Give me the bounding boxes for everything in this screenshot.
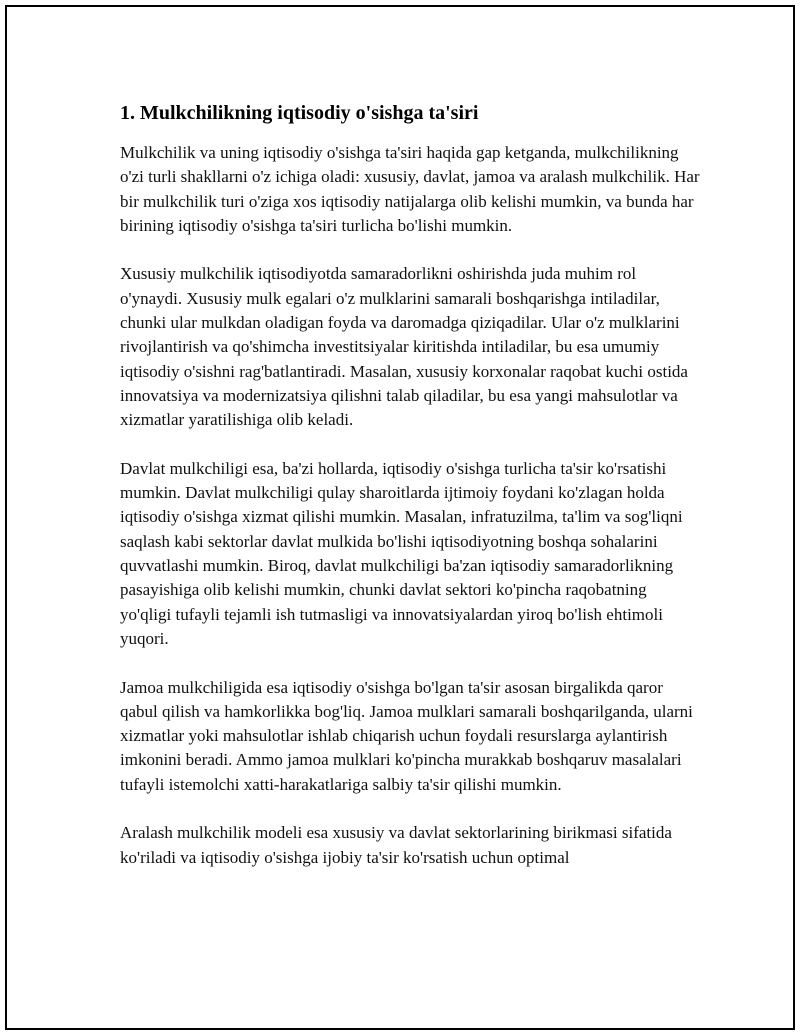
page-frame <box>5 5 795 1030</box>
paragraph-intro: Mulkchilik va uning iqtisodiy o'sishga ta'siri haqida gap ketganda, mulkchilikning o'zi turli shakllarni o'z ichiga oladi: xususiy, davlat, jamoa va aralash mulkchilik. Har bir mulkchilik turi o'ziga xos iqtisodiy natijalarga olib kelishi mumkin, va bunda har birining iqtisodiy o'sishga ta'siri turlicha bo'lishi mumkin. <box>120 143 700 235</box>
document-body <box>120 99 700 894</box>
paragraph-collective-ownership: Jamoa mulkchiligida esa iqtisodiy o'sishga bo'lgan ta'sir asosan birgalikda qaror qabul qilish va hamkorlikka bog'liq. Jamoa mulklari samarali boshqarilganda, ularni xizmatlar yoki mahsulotlar ishlab chiqarish uchun foydali resurslarga aylantirish imkonini beradi. Ammo jamoa mulklari ko'pincha murakkab boshqaruv masalalari tufayli istemolchi xatti-harakatlariga salbiy ta'sir qilishi mumkin. <box>120 677 693 794</box>
section-heading: 1. Mulkchilikning iqtisodiy o'sishga ta'siri <box>120 102 479 124</box>
paragraph-mixed-ownership: Aralash mulkchilik modeli esa xususiy va davlat sektorlarining birikmasi sifatida ko'riladi va iqtisodiy o'sishga ijobiy ta'sir ko'rsatish uchun optimal <box>120 823 672 867</box>
paragraph-private-ownership: Xususiy mulkchilik iqtisodiyotda samaradorlikni oshirishda juda muhim rol o'ynaydi. Xususiy mulk egalari o'z mulklarini samarali boshqarishga intiladilar, chunki ular mulkdan oladigan foyda va daromadga qiziqadilar. Ular o'z mulklarini rivojlantirish va qo'shimcha investitsiyalar kiritishda intiladilar, bu esa umumiy iqtisodiy o'sishni rag'batlantiradi. Masalan, xususiy korxonalar raqobat kuchi ostida innovatsiya va modernizatsiya qilishni talab qiladilar, bu esa yangi mahsulotlar va xizmatlar yaratilishiga olib keladi. <box>120 264 688 430</box>
paragraph-state-ownership: Davlat mulkchiligi esa, ba'zi hollarda, iqtisodiy o'sishga turlicha ta'sir ko'rsatishi mumkin. Davlat mulkchiligi qulay sharoitlarda ijtimoiy foydani ko'zlagan holda iqtisodiy o'sishga xizmat qilishi mumkin. Masalan, infratuzilma, ta'lim va sog'liqni saqlash kabi sektorlar davlat mulkida bo'lishi iqtisodiyotning boshqa sohalarini quvvatlashi mumkin. Biroq, davlat mulkchiligi ba'zan iqtisodiy samaradorlikning pasayishiga olib kelishi mumkin, chunki davlat sektori ko'pincha raqobatning yo'qligi tufayli tejamli ish tutmasligi va innovatsiyalardan yiroq bo'lish ehtimoli yuqori. <box>120 458 683 648</box>
